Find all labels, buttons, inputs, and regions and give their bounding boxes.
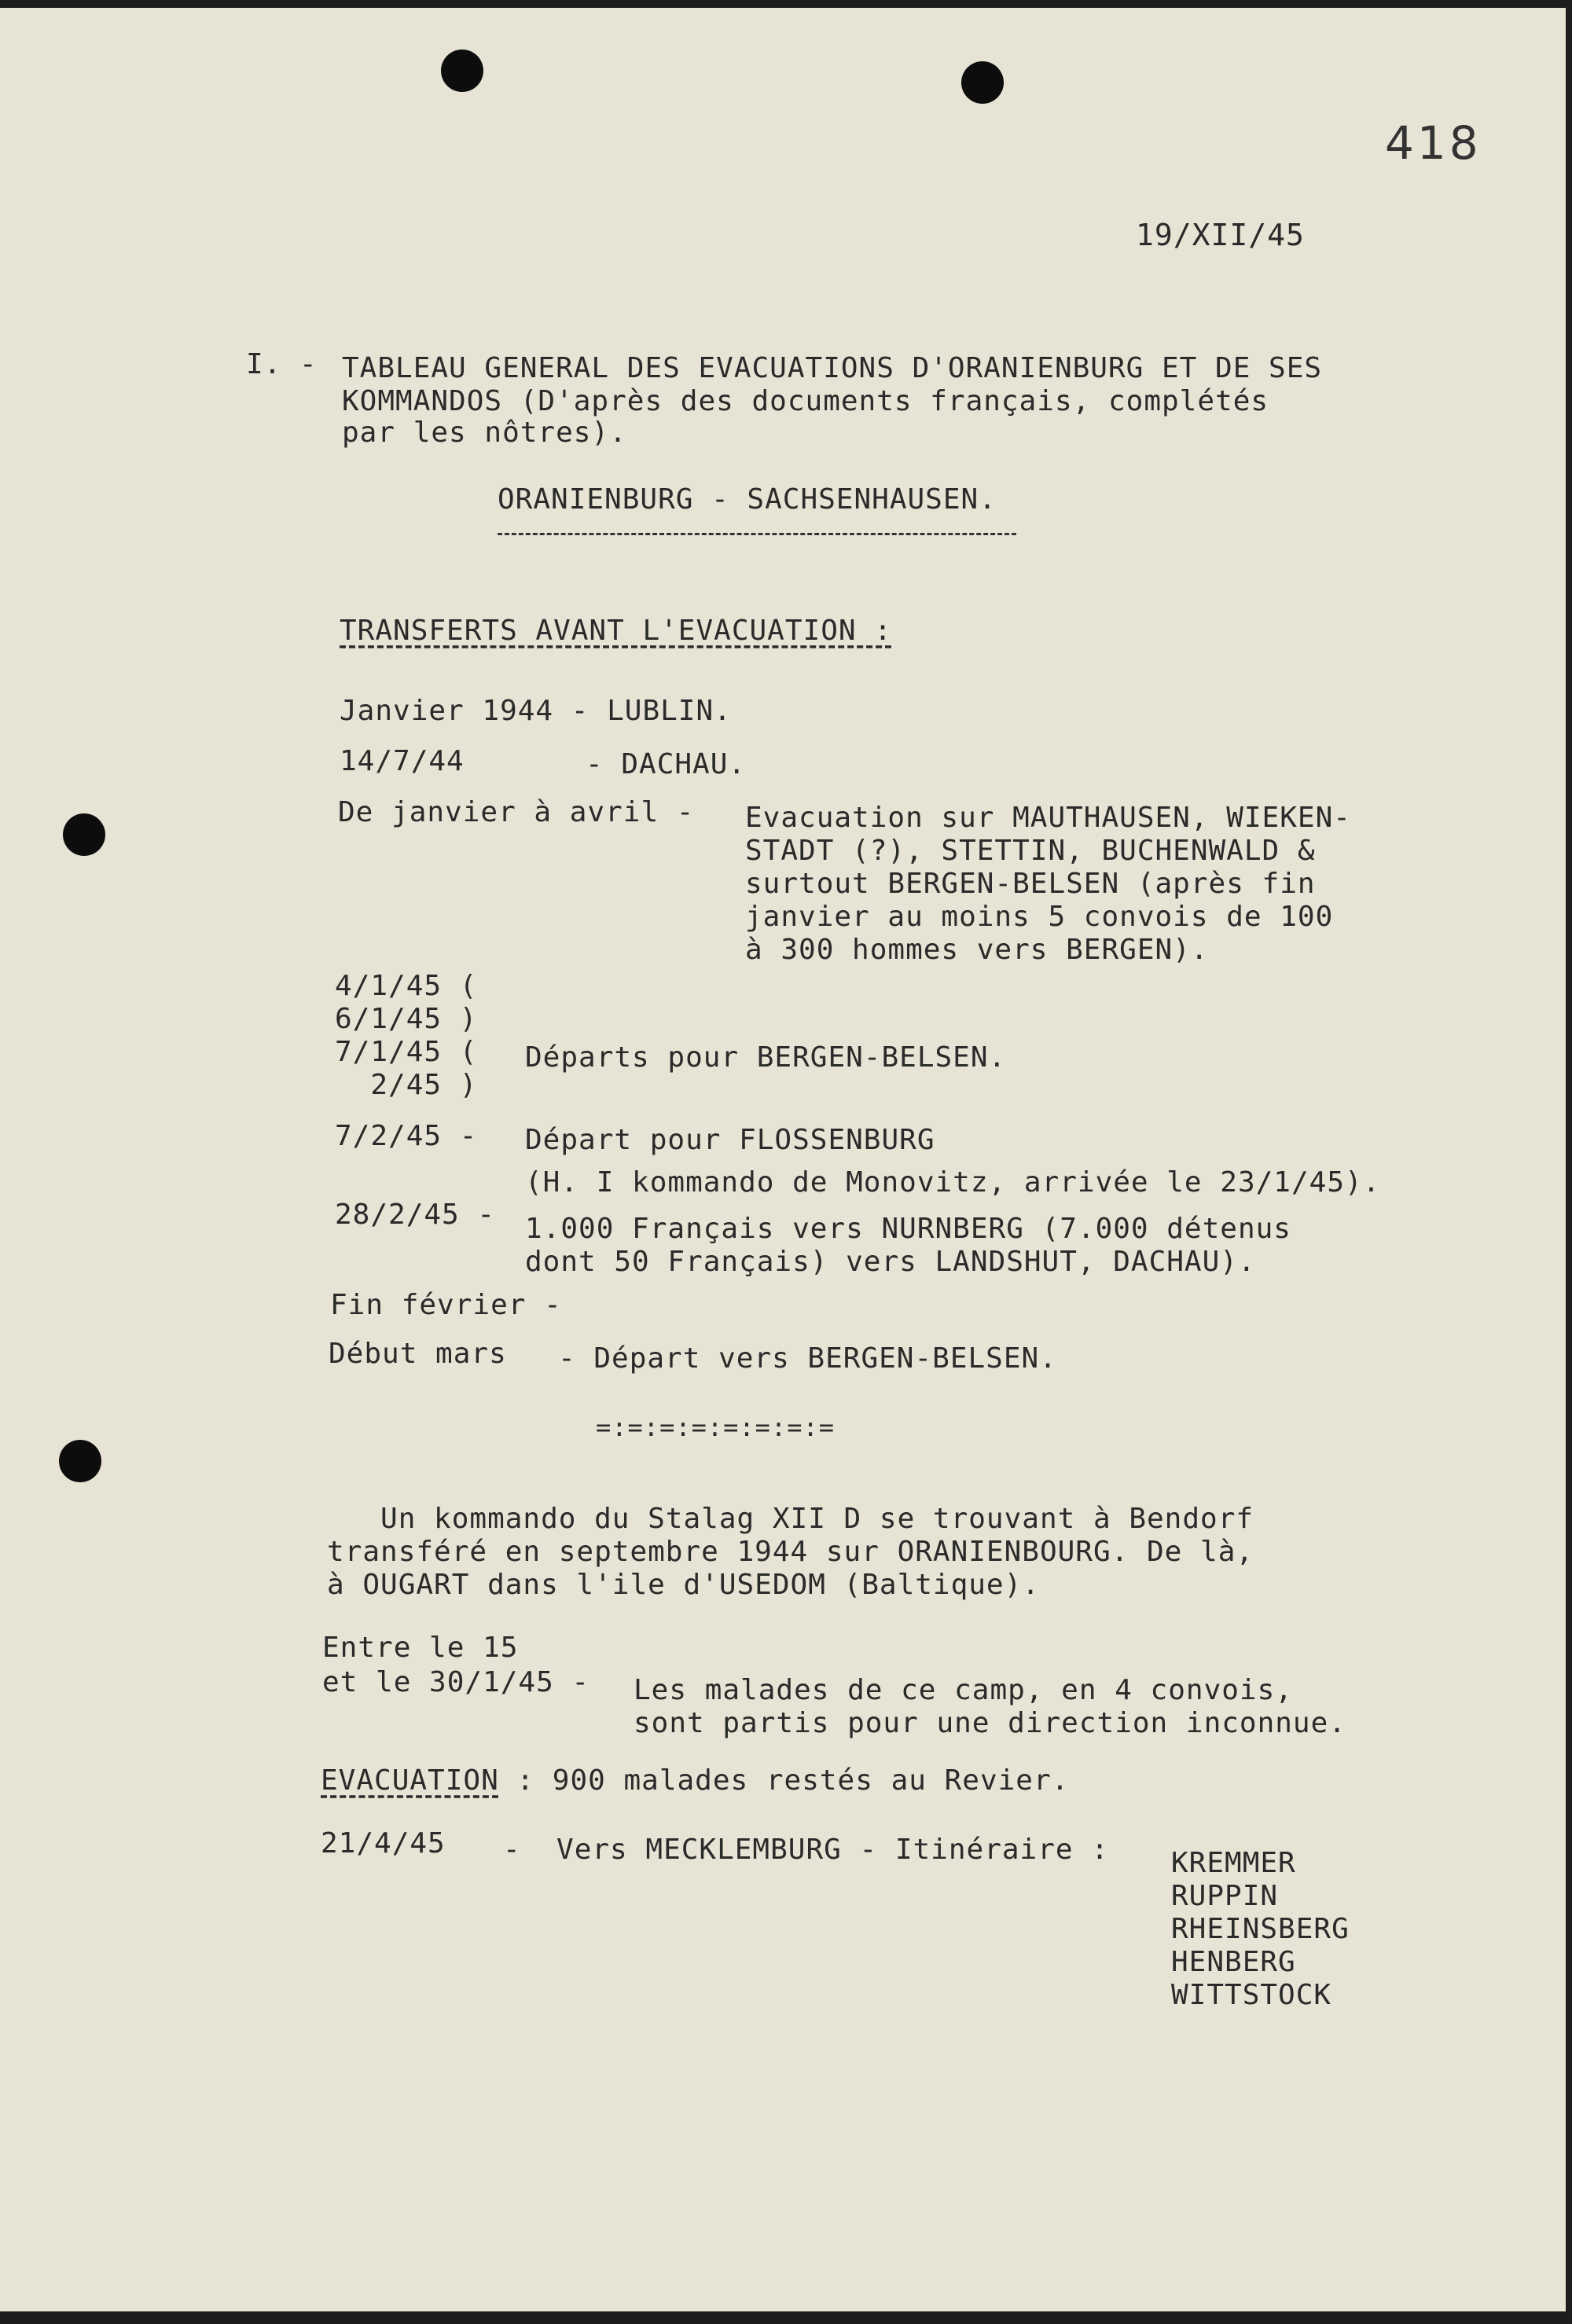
- entry-fin-fevrier: Fin février -: [330, 1289, 562, 1321]
- entre-text-line: sont partis pour une direction inconnue.: [634, 1707, 1346, 1739]
- group-date: 6/1/45 ): [335, 1003, 478, 1035]
- entry-date: 28/2/45 -: [335, 1199, 496, 1231]
- scan-edge-bottom: [0, 2311, 1572, 2324]
- entry-text-line: 1.000 Français vers NURNBERG (7.000 détenus: [525, 1213, 1291, 1245]
- entry-text: - Départ vers BERGEN-BELSEN.: [558, 1342, 1057, 1375]
- title-underline: [498, 533, 1016, 535]
- group-date: 4/1/45 (: [335, 970, 478, 1002]
- transfers-heading: TRANSFERTS AVANT L'EVACUATION :: [340, 615, 892, 647]
- camp-title: ORANIENBURG - SACHSENHAUSEN.: [498, 483, 997, 516]
- entry-text: - DACHAU.: [586, 748, 747, 780]
- entry-text-line: janvier au moins 5 convois de 100: [745, 901, 1334, 933]
- entry-text-line: STADT (?), STETTIN, BUCHENWALD &: [745, 835, 1316, 867]
- entry-text-line: (H. I kommando de Monovitz, arrivée le 23/1/45).: [525, 1166, 1381, 1199]
- itinerary-place: HENBERG: [1171, 1946, 1296, 1978]
- entry-text-line: surtout BERGEN-BELSEN (après fin: [745, 868, 1316, 900]
- entre-text-line: Les malades de ce camp, en 4 convois,: [634, 1674, 1293, 1706]
- separator: =:=:=:=:=:=:=:=: [596, 1412, 835, 1442]
- entry-date: 7/2/45 -: [335, 1120, 478, 1152]
- heading-line: par les nôtres).: [342, 417, 627, 449]
- group-text: Départs pour BERGEN-BELSEN.: [525, 1041, 1007, 1074]
- entry-date: De janvier à avril -: [338, 796, 695, 828]
- itinerary-place: KREMMER: [1171, 1847, 1296, 1879]
- entry-text-line: dont 50 Français) vers LANDSHUT, DACHAU).: [525, 1246, 1256, 1278]
- paragraph-line: transféré en septembre 1944 sur ORANIENBOURG. De là,: [327, 1536, 1254, 1568]
- evacuation-text: : 900 malades restés au Revier.: [498, 1764, 1070, 1797]
- entre-line: Entre le 15: [322, 1632, 519, 1664]
- paragraph-line: Un kommando du Stalag XII D se trouvant à Bendorf: [327, 1503, 1254, 1535]
- punch-hole: [63, 813, 105, 856]
- entry-date: Début mars: [329, 1338, 507, 1370]
- document-date: 19/XII/45: [1136, 218, 1305, 252]
- group-date: 7/1/45 (: [335, 1036, 478, 1068]
- scan-edge-right: [1566, 0, 1572, 2324]
- heading-line: TABLEAU GENERAL DES EVACUATIONS D'ORANIENBURG ET DE SES: [342, 352, 1323, 384]
- paragraph-line: à OUGART dans l'ile d'USEDOM (Baltique).: [327, 1569, 1040, 1601]
- entre-date: et le 30/1/45 -: [322, 1666, 590, 1698]
- entry-text-line: Départ pour FLOSSENBURG: [525, 1124, 935, 1156]
- itinerary-text: - Vers MECKLEMBURG - Itinéraire :: [503, 1834, 1109, 1866]
- entry-text-line: Evacuation sur MAUTHAUSEN, WIEKEN-: [745, 802, 1351, 834]
- itinerary-place: WITTSTOCK: [1171, 1979, 1332, 2011]
- itinerary-place: RUPPIN: [1171, 1880, 1279, 1912]
- evacuation-line: [321, 1764, 1069, 1797]
- itinerary-date: 21/4/45: [321, 1827, 446, 1860]
- entry-date: 14/7/44: [340, 745, 465, 777]
- group-date: 2/45 ): [335, 1069, 478, 1101]
- scan-edge-top: [0, 0, 1572, 8]
- page-number: 418: [1385, 116, 1482, 170]
- entry-text-line: à 300 hommes vers BERGEN).: [745, 934, 1209, 966]
- section-marker: I. -: [246, 348, 318, 380]
- punch-hole: [961, 61, 1004, 104]
- punch-hole: [59, 1440, 101, 1482]
- itinerary-place: RHEINSBERG: [1171, 1913, 1350, 1945]
- entry-janvier-1944: Janvier 1944 - LUBLIN.: [340, 695, 732, 727]
- heading-line: KOMMANDOS (D'après des documents français, complétés: [342, 385, 1269, 417]
- punch-hole: [441, 50, 483, 92]
- evacuation-label: EVACUATION: [321, 1764, 499, 1797]
